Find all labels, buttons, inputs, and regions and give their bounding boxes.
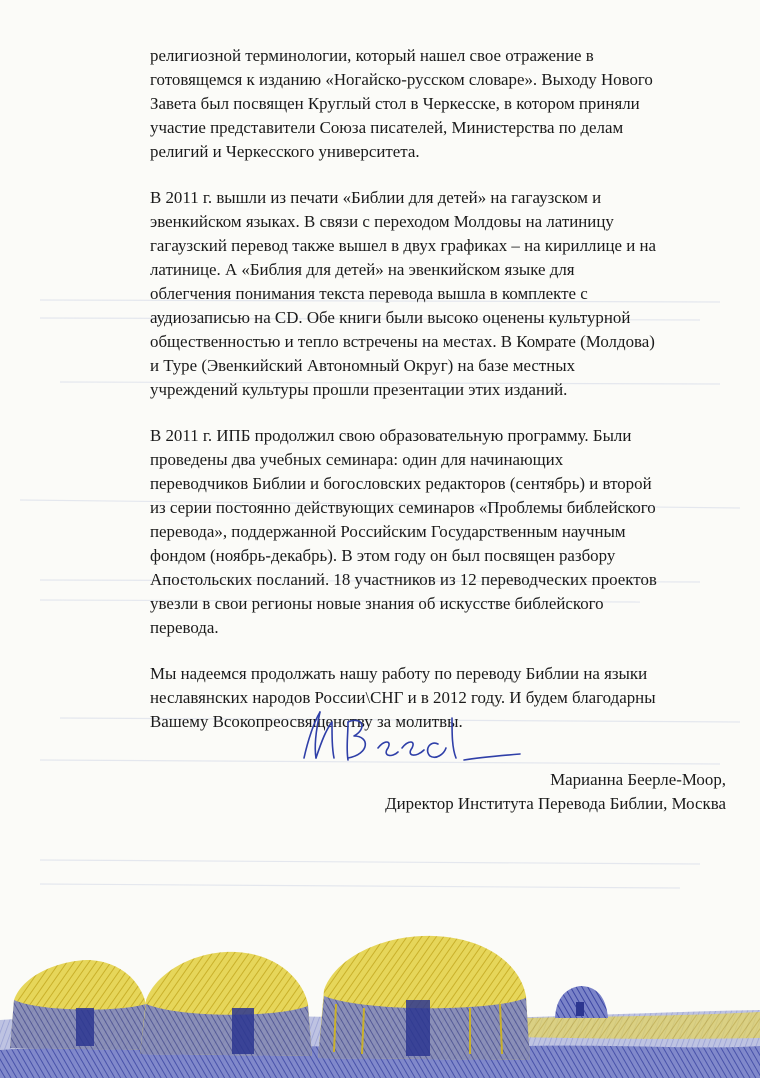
yurts-illustration — [0, 900, 760, 1078]
yurt-left — [10, 960, 150, 1050]
handwritten-signature — [296, 700, 526, 778]
paragraph-education: В 2011 г. ИПБ продолжил свою образовательную программу. Были проведены два учебных семинара: один для начинающих переводчиков Библии и богословских редакторов (сентябрь) и второй из серии постоянно действующих семинаров «Проблемы библейского перевода», поддержанной Российским Государственным научным фондом (ноябрь-декабрь). В этом году он был посвящен разбору Апостольских посланий. 18 участников из 12 переводческих проектов увезли в свои регионы новые знания об искусстве библейского перевода. — [150, 426, 657, 637]
paragraph-terminology: религиозной терминологии, который нашел свое отражение в готовящемся к изданию «Ногайско-русском словаре». Выходу Нового Завета был посвящен Круглый стол в Черкесске, в котором приняли участие представители Союза писателей, Министерства по делам религий и Черкесского университета. — [150, 46, 653, 161]
paragraph-closing: Мы надеемся продолжать нашу работу по переводу Библии на языки неславянских народов России\СНГ и в 2012 году. И будем благодарны Вашему Всокопреосвященству за молитвы. — [150, 664, 656, 731]
letter-body — [150, 44, 740, 756]
yurt-large — [318, 936, 530, 1060]
signatory-name: Марианна Беерле-Моор, — [550, 770, 726, 789]
signatory-title: Директор Института Перевода Библии, Москва — [385, 794, 726, 813]
yurt-far-right — [555, 986, 608, 1018]
yurt-middle — [140, 952, 312, 1056]
paragraph-childrens-bible: В 2011 г. вышли из печати «Библии для детей» на гагаузском и эвенкийском языках. В связи с переходом Молдовы на латиницу гагаузский перевод также вышел в двух графиках – на кириллице и на латинице. А «Библия для детей» на эвенкийском языке для облегчения понимания текста перевода вышла в комплекте с аудиозаписью на CD. Обе книги были высоко оценены культурной общественностью и тепло встречены на местах. В Комрате (Молдова) и Туре (Эвенкийский Автономный Округ) на базе местных учреждений культуры прошли презентации этих изданий. — [150, 188, 657, 399]
